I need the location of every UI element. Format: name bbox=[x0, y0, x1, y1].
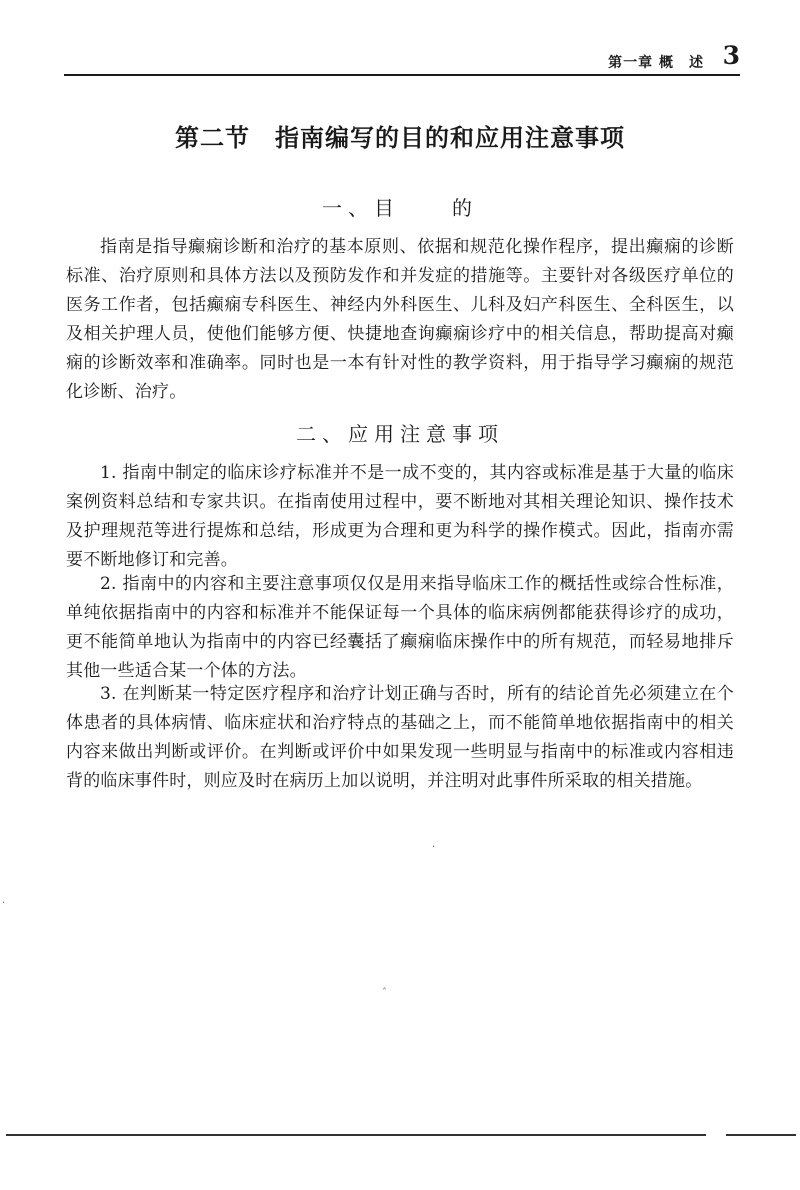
footer-rule bbox=[6, 1134, 706, 1136]
note-item-3: 3. 在判断某一特定医疗程序和治疗计划正确与否时，所有的结论首先必须建立在个体患者的具体病情、临床症状和治疗特点的基础之上，而不能简单地依据指南中的相关内容来做出判断或评价。在判断或评价中如果发现一些明显与指南中的标准或内容相违背的临床事件时，则应及时在病历上加以说明，并注明对此事件所采取的相关措施。 bbox=[66, 684, 734, 791]
purpose-heading: 一、目 的 bbox=[322, 196, 478, 220]
page-number: 3 bbox=[722, 41, 740, 70]
notes-heading: 二、应用注意事项 bbox=[296, 422, 504, 446]
footer-rule bbox=[726, 1134, 796, 1136]
note-item-2: 2. 指南中的内容和主要注意事项仅仅是用来指导临床工作的概括性或综合性标准，单纯依据指南中的内容和标准并不能保证每一个具体的临床病例都能获得诊疗的成功，更不能简单地认为指南中的内容已经囊括了癫痫临床操作中的所有规范，而轻易地排斥其他一些适合某一个体的方法。 bbox=[66, 574, 734, 681]
scan-speck: · bbox=[432, 842, 436, 853]
note-item-1: 1. 指南中制定的临床诊疗标准并不是一成不变的，其内容或标准是基于大量的临床案例资料总结和专家共识。在指南使用过程中，要不断地对其相关理论知识、操作技术及护理规范等进行提炼和总结，形成更为合理和更为科学的操作模式。因此，指南亦需要不断地修订和完善。 bbox=[66, 463, 734, 570]
scan-speck: · bbox=[2, 898, 6, 909]
running-header bbox=[64, 41, 740, 76]
scan-speck: ˆ bbox=[382, 988, 387, 999]
purpose-paragraph: 指南是指导癫痫诊断和治疗的基本原则、依据和规范化操作程序，提出癫痫的诊断标准、治疗原则和具体方法以及预防发作和并发症的措施等。主要针对各级医疗单位的医务工作者，包括癫痫专科医生、神经内外科医生、儿科及妇产科医生、全科医生，以及相关护理人员，使他们能够方便、快捷地查询癫痫诊疗中的相关信息，帮助提高对癫痫的诊断效率和准确率。同时也是一本有针对性的教学资料，用于指导学习癫痫的规范化诊断、治疗。 bbox=[66, 237, 734, 402]
section-title: 第二节 指南编写的目的和应用注意事项 bbox=[175, 124, 625, 152]
chapter-header-text: 第一章 概 述 bbox=[608, 55, 704, 71]
